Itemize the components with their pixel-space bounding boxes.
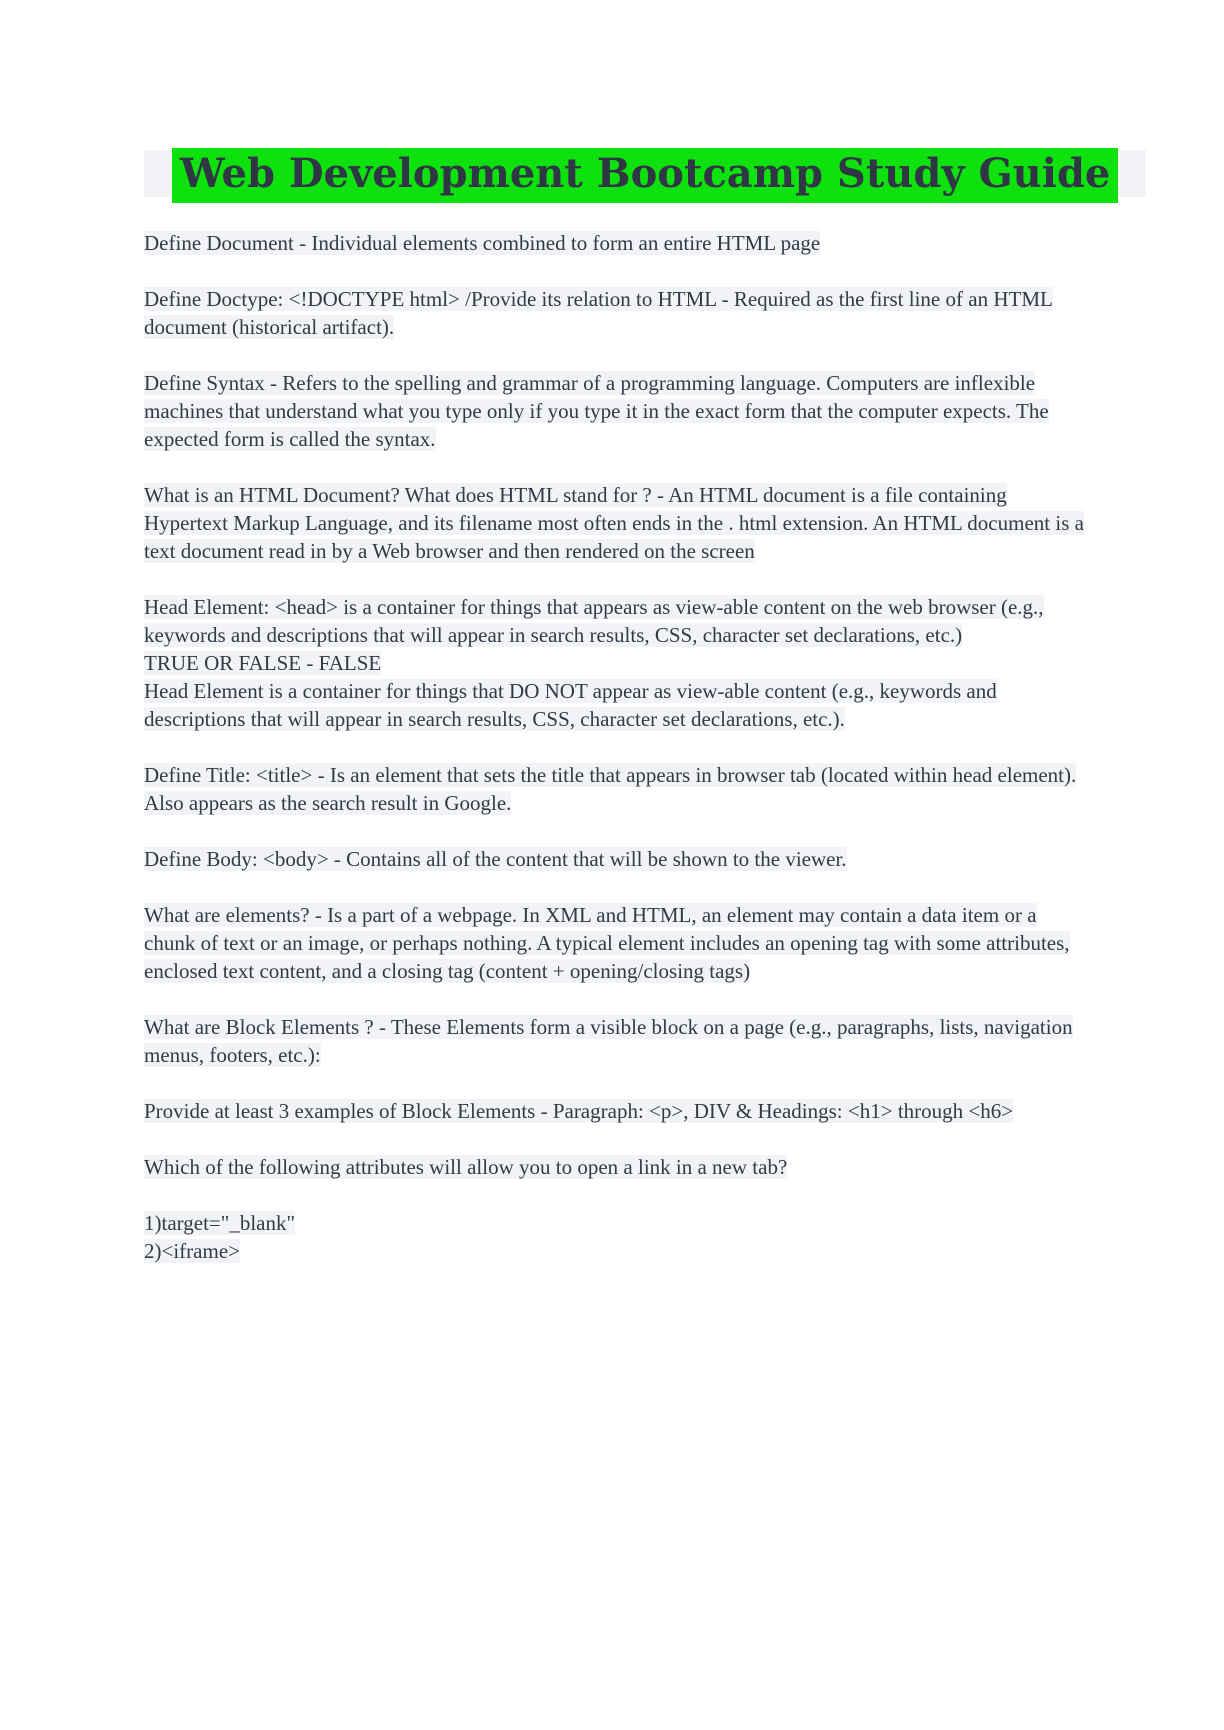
text-line-row xyxy=(144,901,1089,985)
text-line: What are elements? - Is a part of a webpage. In XML and HTML, an element may contain a data item or a chunk of text or an image, or perhaps nothing. A typical element includes an opening tag with some attributes, enclosed text content, and a closing tag (content + opening/closing tags) xyxy=(144,903,1070,983)
text-line-row xyxy=(144,285,1089,341)
text-line: Define Title: <title> - Is an element that sets the title that appears in browser tab (located within head element). Also appears as the search result in Google. xyxy=(144,763,1077,815)
text-line: 2)<iframe> xyxy=(144,1239,240,1263)
text-line-row xyxy=(144,649,1089,677)
text-line: Define Body: <body> - Contains all of the content that will be shown to the viewer. xyxy=(144,847,847,871)
text-line: Provide at least 3 examples of Block Elements - Paragraph: <p>, DIV & Headings: <h1> through <h6> xyxy=(144,1099,1014,1123)
text-line-row xyxy=(144,1013,1089,1069)
text-line: Which of the following attributes will allow you to open a link in a new tab? xyxy=(144,1155,788,1179)
document-page xyxy=(144,146,1111,1265)
text-line-row xyxy=(144,1209,1089,1237)
paragraph xyxy=(144,1097,1089,1125)
paragraph xyxy=(144,761,1089,817)
text-line-row xyxy=(144,593,1089,649)
paragraph xyxy=(144,901,1089,985)
paragraph xyxy=(144,229,1089,257)
text-line-row xyxy=(144,369,1089,453)
paragraph xyxy=(144,481,1089,565)
paragraph xyxy=(144,1153,1089,1181)
text-line: Define Syntax - Refers to the spelling and grammar of a programming language. Computers are inflexible machines that understand what you type only if you type it in the exact form that the computer expects. The expected form is called the syntax. xyxy=(144,371,1049,451)
text-line-row xyxy=(144,677,1089,733)
paragraph xyxy=(144,285,1089,341)
text-line: 1)target="_blank" xyxy=(144,1211,296,1235)
text-line-row xyxy=(144,229,1089,257)
text-line: What are Block Elements ? - These Elements form a visible block on a page (e.g., paragraphs, lists, navigation menus, footers, etc.): xyxy=(144,1015,1073,1067)
text-line-row xyxy=(144,1097,1089,1125)
text-line: Head Element: <head> is a container for things that appears as view-able content on the web browser (e.g., keywords and descriptions that will appear in search results, CSS, character set declarations, etc.) xyxy=(144,595,1044,647)
page-title-highlight: Web Development Bootcamp Study Guide xyxy=(172,148,1119,203)
document-body xyxy=(144,229,1089,1265)
page-title xyxy=(144,146,1111,201)
paragraph xyxy=(144,593,1089,733)
text-line-row xyxy=(144,1237,1089,1265)
text-line-row xyxy=(144,1153,1089,1181)
paragraph xyxy=(144,845,1089,873)
text-line: What is an HTML Document? What does HTML stand for ? - An HTML document is a file containing Hypertext Markup Language, and its filename most often ends in the . html extension. An HTML document is a text document read in by a Web browser and then rendered on the screen xyxy=(144,483,1084,563)
text-line: Head Element is a container for things that DO NOT appear as view-able content (e.g., keywords and descriptions that will appear in search results, CSS, character set declarations, etc.). xyxy=(144,679,997,731)
text-line: Define Document - Individual elements combined to form an entire HTML page xyxy=(144,231,821,255)
text-line-row xyxy=(144,845,1089,873)
text-line-row xyxy=(144,481,1089,565)
paragraph xyxy=(144,369,1089,453)
text-line-row xyxy=(144,761,1089,817)
paragraph xyxy=(144,1209,1089,1265)
text-line: TRUE OR FALSE - FALSE xyxy=(144,651,382,675)
paragraph xyxy=(144,1013,1089,1069)
text-line: Define Doctype: <!DOCTYPE html> /Provide its relation to HTML - Required as the first line of an HTML document (historical artifact). xyxy=(144,287,1053,339)
